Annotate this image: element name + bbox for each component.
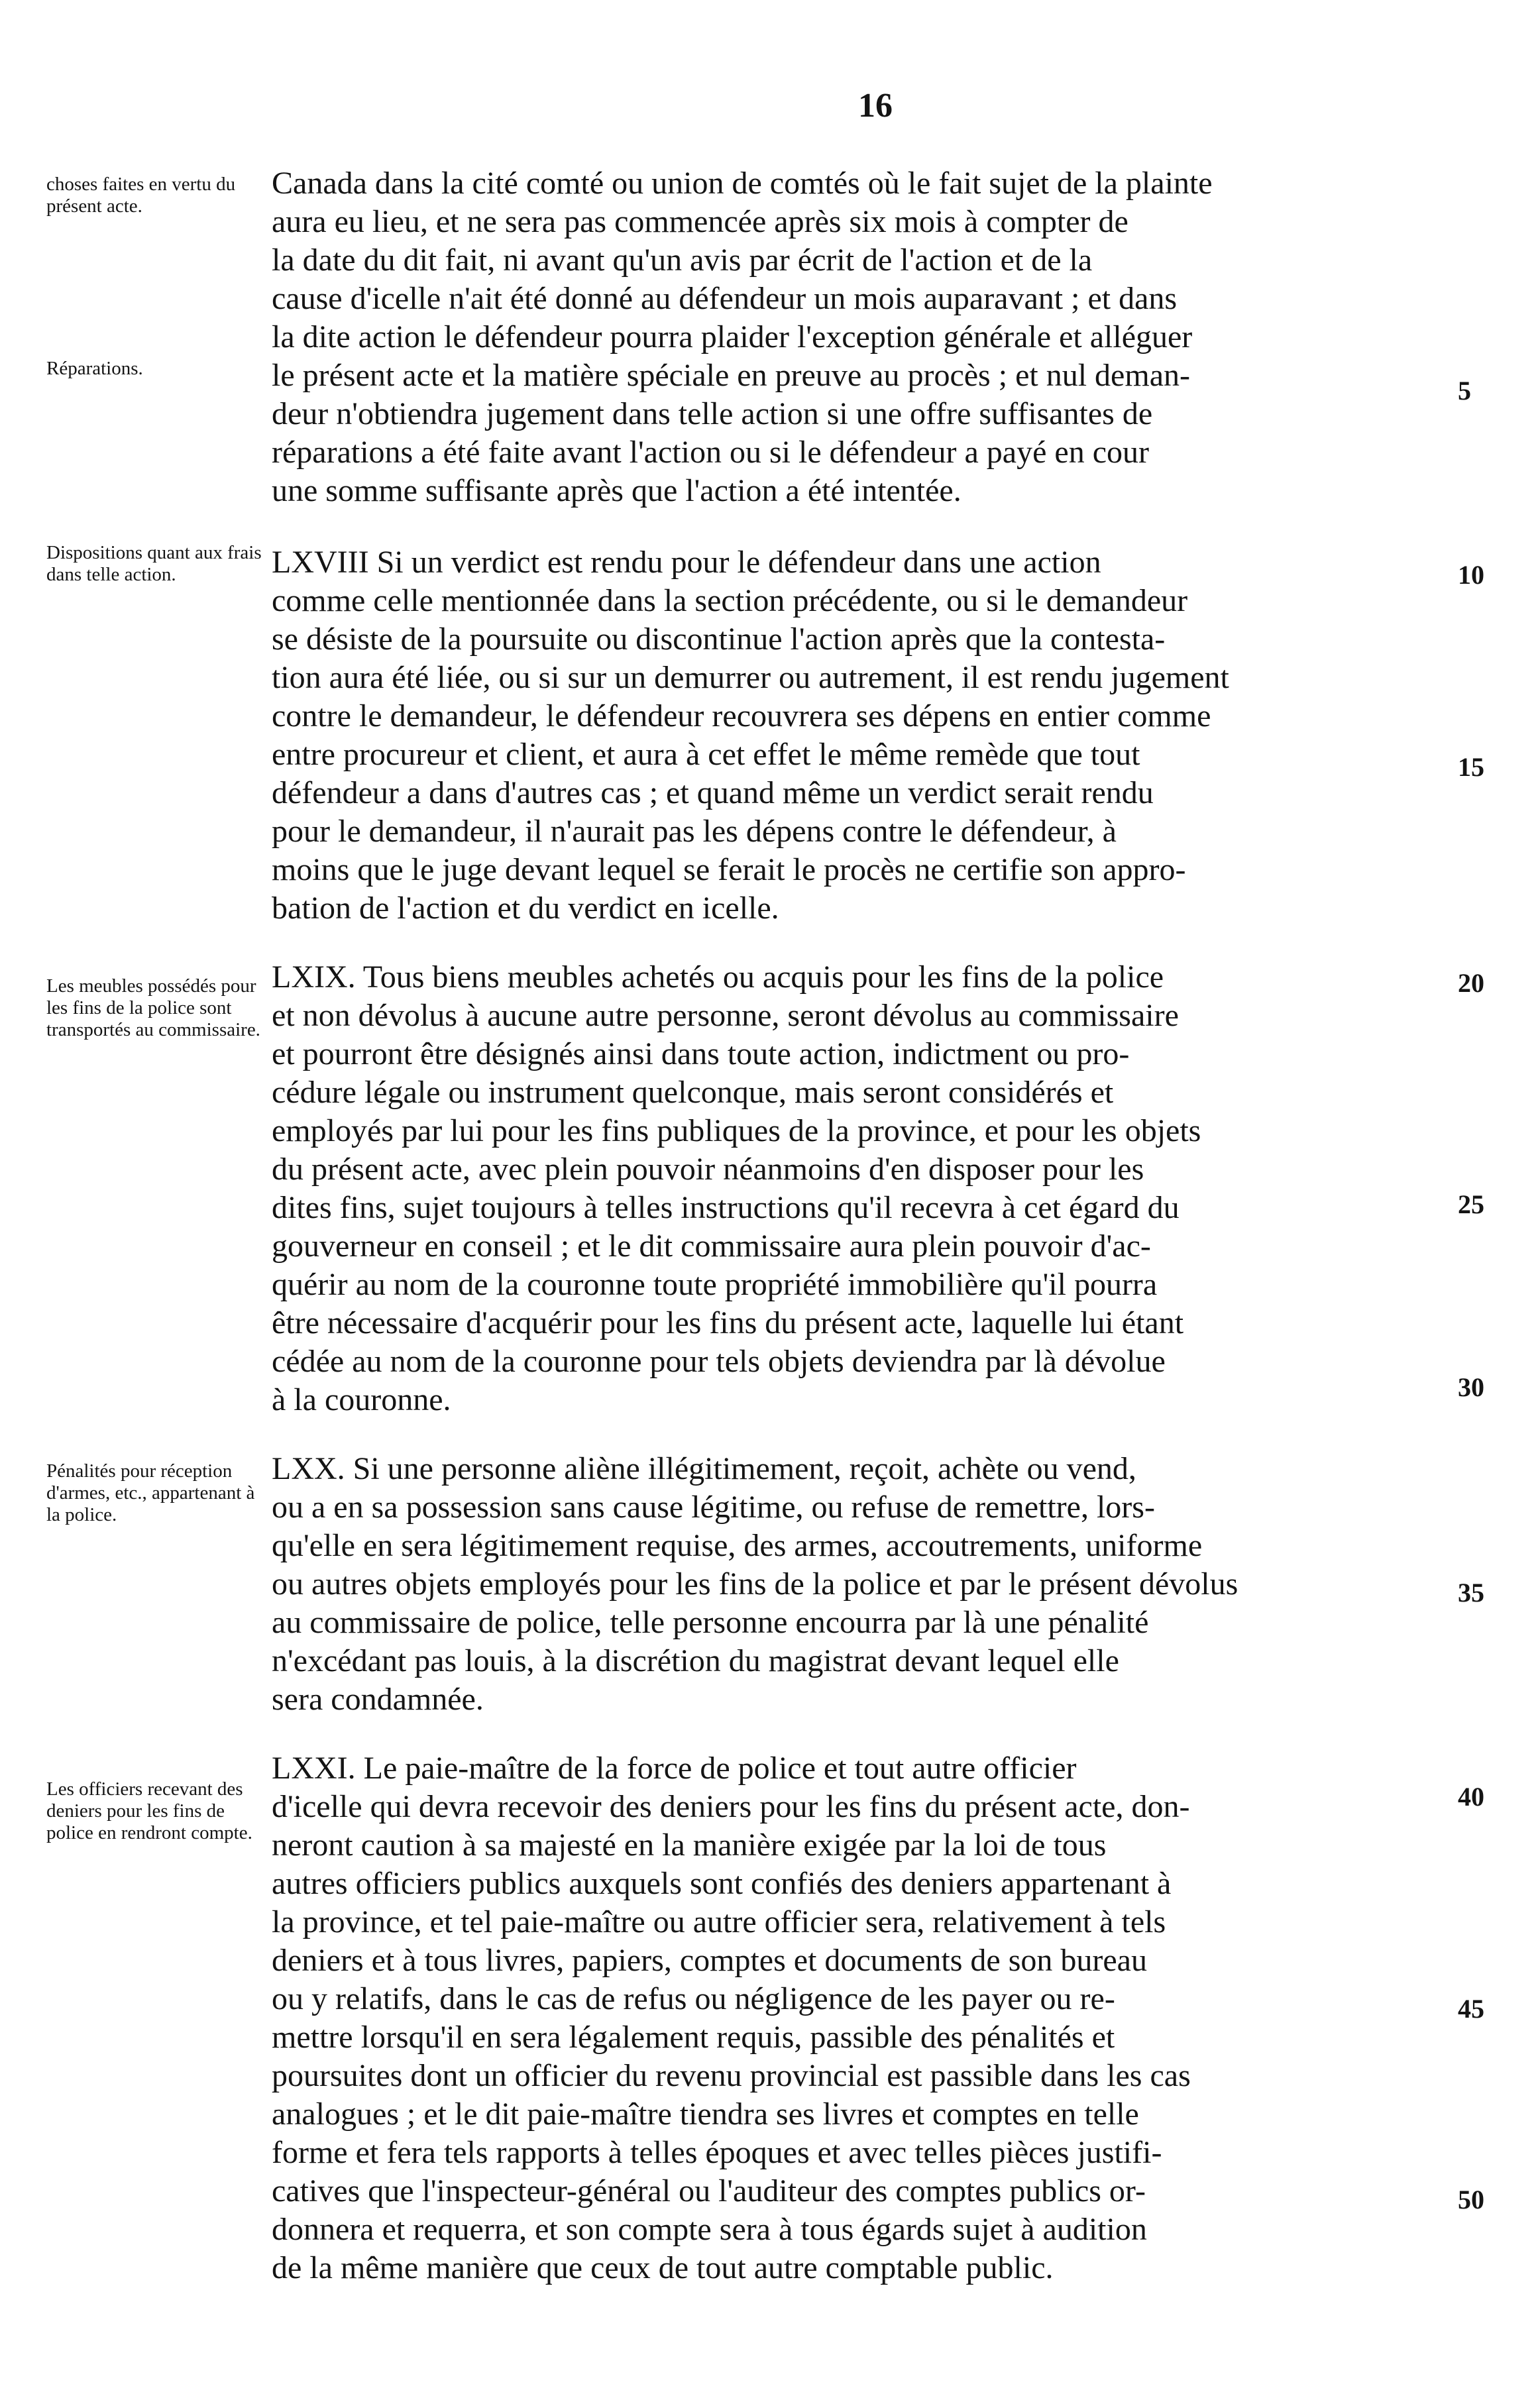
text-line: dites fins, sujet toujours à telles instructions qu'il recevra à cet égard du [272, 1190, 1180, 1225]
text-line: LXVIII Si un verdict est rendu pour le défendeur dans une action [272, 545, 1101, 580]
text-line: deniers et à tous livres, papiers, comptes et documents de son bureau [272, 1943, 1147, 1978]
line-number: 40 [1458, 1782, 1484, 1812]
text-line: à la couronne. [272, 1382, 451, 1417]
text-line: neront caution à sa majesté en la manière exigée par la loi de tous [272, 1827, 1107, 1863]
text-line: donnera et requerra, et son compte sera à tous égards sujet à audition [272, 2212, 1147, 2247]
text-line: la province, et tel paie-maître ou autre officier sera, relativement à tels [272, 1904, 1166, 1939]
text-line: le présent acte et la matière spéciale en preuve au procès ; et nul deman- [272, 358, 1190, 393]
text-line: catives que l'inspecteur-général ou l'auditeur des comptes publics or- [272, 2173, 1146, 2209]
text-line: moins que le juge devant lequel se ferait le procès ne certifie son appro- [272, 852, 1186, 887]
text-line: bation de l'action et du verdict en icelle. [272, 891, 779, 926]
text-line: au commissaire de police, telle personne encourra par là une pénalité [272, 1605, 1149, 1640]
margin-note: choses faites en vertu du présent acte. [46, 174, 236, 217]
text-line: de la même manière que ceux de tout autre comptable public. [272, 2250, 1054, 2285]
text-line: n'excédant pas louis, à la discrétion du magistrat devant lequel elle [272, 1643, 1119, 1678]
text-line: d'icelle qui devra recevoir des deniers pour les fins du présent acte, don- [272, 1789, 1190, 1824]
text-line: ou autres objets employés pour les fins de la police et par le présent dévolus [272, 1566, 1238, 1602]
line-number: 15 [1458, 752, 1484, 782]
text-line: analogues ; et le dit paie-maître tiendra ses livres et comptes en telle [272, 2097, 1139, 2132]
text-line: poursuites dont un officier du revenu provincial est passible dans les cas [272, 2058, 1191, 2093]
text-line: et non dévolus à aucune autre personne, seront dévolus au commissaire [272, 998, 1179, 1033]
line-number: 50 [1458, 2185, 1484, 2214]
text-line: réparations a été faite avant l'action ou si le défendeur a payé en cour [272, 435, 1150, 470]
text-line: entre procureur et client, et aura à cet effet le même remède que tout [272, 737, 1140, 772]
margin-note: Dispositions quant aux frais dans telle action. [46, 542, 262, 585]
margin-note: Les meubles possédés pour les fins de la police sont transportés au commissaire. [46, 975, 260, 1040]
text-line: tion aura été liée, ou si sur un demurrer ou autrement, il est rendu jugement [272, 660, 1229, 695]
text-line: employés par lui pour les fins publiques de la province, et pour les objets [272, 1113, 1201, 1148]
line-number: 25 [1458, 1189, 1484, 1219]
text-line: LXIX. Tous biens meubles achetés ou acquis pour les fins de la police [272, 959, 1164, 995]
text-line: gouverneur en conseil ; et le dit commissaire aura plein pouvoir d'ac- [272, 1228, 1151, 1264]
text-line: cédée au nom de la couronne pour tels objets deviendra par là dévolue [272, 1344, 1166, 1379]
line-number: 5 [1458, 376, 1471, 406]
text-line: quérir au nom de la couronne toute propriété immobilière qu'il pourra [272, 1267, 1158, 1302]
text-line: autres officiers publics auxquels sont confiés des deniers appartenant à [272, 1866, 1172, 1901]
text-line: se désiste de la poursuite ou discontinue l'action après que la contesta- [272, 622, 1166, 657]
page-number: 16 [858, 87, 893, 125]
text-line: contre le demandeur, le défendeur recouvrera ses dépens en entier comme [272, 698, 1211, 734]
text-line: comme celle mentionnée dans la section précédente, ou si le demandeur [272, 583, 1188, 618]
text-line: une somme suffisante après que l'action a été intentée. [272, 473, 962, 508]
text-line: cédure légale ou instrument quelconque, mais seront considérés et [272, 1075, 1114, 1110]
text-line: aura eu lieu, et ne sera pas commencée après six mois à compter de [272, 204, 1128, 239]
text-line: LXXI. Le paie-maître de la force de police et tout autre officier [272, 1751, 1077, 1786]
margin-note: Pénalités pour réception d'armes, etc., appartenant à la police. [46, 1460, 255, 1525]
line-number: 10 [1458, 560, 1484, 590]
text-line: ou a en sa possession sans cause légitime, ou refuse de remettre, lors- [272, 1490, 1155, 1525]
line-number: 45 [1458, 1994, 1484, 2024]
text-line: deur n'obtiendra jugement dans telle action si une offre suffisantes de [272, 396, 1153, 431]
text-line: forme et fera tels rapports à telles époques et avec telles pièces justifi- [272, 2135, 1162, 2170]
text-line: ou y relatifs, dans le cas de refus ou négligence de les payer ou re- [272, 1981, 1115, 2016]
text-line: défendeur a dans d'autres cas ; et quand même un verdict serait rendu [272, 775, 1154, 810]
margin-note: Réparations. [46, 358, 143, 379]
text-line: être nécessaire d'acquérir pour les fins du présent acte, laquelle lui étant [272, 1305, 1184, 1340]
text-line: pour le demandeur, il n'aurait pas les dépens contre le défendeur, à [272, 814, 1117, 849]
text-line: du présent acte, avec plein pouvoir néanmoins d'en disposer pour les [272, 1152, 1144, 1187]
text-line: la dite action le défendeur pourra plaider l'exception générale et alléguer [272, 319, 1193, 355]
text-line: la date du dit fait, ni avant qu'un avis par écrit de l'action et de la [272, 243, 1093, 278]
text-line: qu'elle en sera légitimement requise, des armes, accoutrements, uniforme [272, 1528, 1203, 1563]
text-line: Canada dans la cité comté ou union de comtés où le fait sujet de la plainte [272, 166, 1213, 201]
line-number: 30 [1458, 1372, 1484, 1402]
text-line: sera condamnée. [272, 1682, 484, 1717]
margin-note: Les officiers recevant des deniers pour les fins de police en rendront compte. [46, 1778, 252, 1843]
text-line: mettre lorsqu'il en sera légalement requis, passible des pénalités et [272, 2020, 1115, 2055]
text-line: cause d'icelle n'ait été donné au défendeur un mois auparavant ; et dans [272, 281, 1178, 316]
text-line: LXX. Si une personne aliène illégitimement, reçoit, achète ou vend, [272, 1451, 1136, 1486]
text-line: et pourront être désignés ainsi dans toute action, indictment ou pro- [272, 1036, 1130, 1071]
line-number: 35 [1458, 1578, 1484, 1608]
line-number: 20 [1458, 968, 1484, 998]
